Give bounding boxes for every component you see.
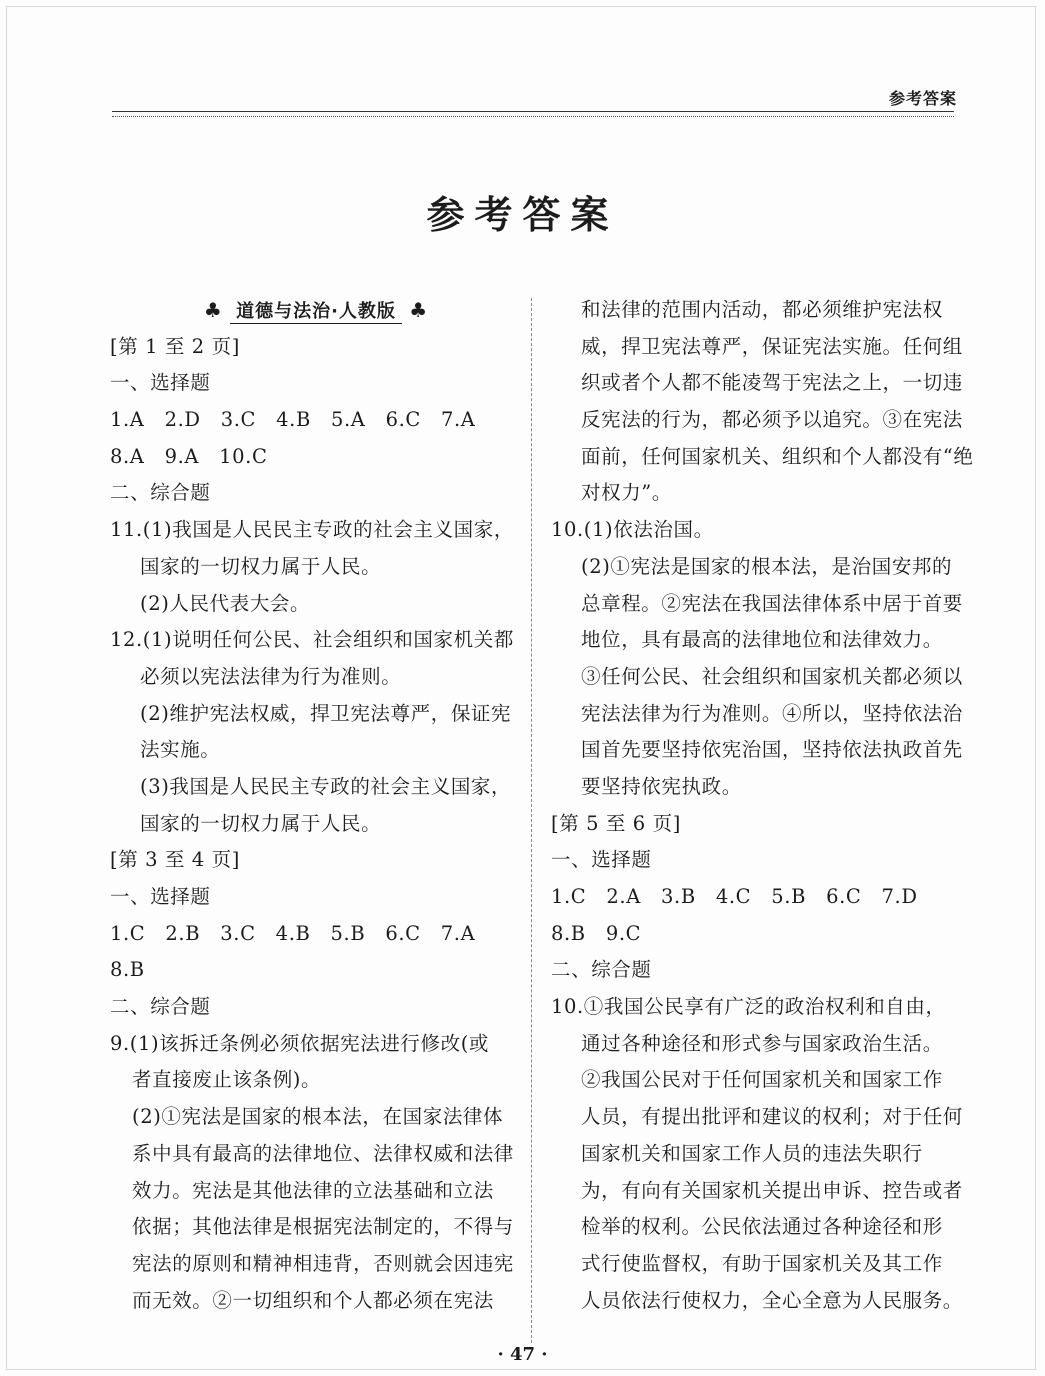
answer-line: 者直接废止该条例)。 [132, 1068, 322, 1092]
answer-line: 反宪法的行为，都必须予以追究。③在宪法 [581, 408, 963, 432]
answer-line: 对权力”。 [581, 481, 672, 505]
answer-line: (2)①宪法是国家的根本法，在国家法律体 [132, 1105, 504, 1129]
right-column-lines [551, 292, 974, 1319]
answer-line: 一、选择题 [551, 848, 652, 872]
header-dotted-rule [112, 116, 954, 117]
answer-line: (2)人民代表大会。 [140, 591, 311, 615]
left-column [110, 292, 522, 1319]
club-icon: ♣ [409, 298, 429, 322]
answer-line: 1.C 2.B 3.C 4.B 5.B 6.C 7.A [110, 921, 476, 945]
answer-line: 式行使监督权，有助于国家机关及其工作 [581, 1251, 943, 1275]
answer-line: [第 3 至 4 页] [110, 848, 240, 872]
answer-line: 8.A 9.A 10.C [110, 444, 268, 468]
answer-line: 二、综合题 [110, 481, 211, 505]
answer-line: 要坚持依宪执政。 [581, 774, 742, 798]
running-header: 参考答案 [888, 89, 957, 108]
subject-heading [110, 292, 522, 329]
answer-line: [第 1 至 2 页] [110, 334, 240, 358]
answer-line: 检举的权利。公民依法通过各种途径和形 [581, 1215, 943, 1239]
answer-line: 依据；其他法律是根据宪法制定的，不得与 [132, 1215, 514, 1239]
answer-line: 1.C 2.A 3.B 4.C 5.B 6.C 7.D [551, 885, 918, 908]
answer-line: [第 5 至 6 页] [551, 811, 681, 835]
answer-line: 国家的一切权力属于人民。 [140, 554, 382, 578]
answer-line: 二、综合题 [551, 958, 652, 982]
answer-line: 威，捍卫宪法尊严，保证宪法实施。任何组 [581, 334, 963, 358]
header-rule [112, 111, 954, 112]
answer-line: 一、选择题 [110, 371, 211, 395]
answer-line: (2)维护宪法权威，捍卫宪法尊严，保证宪 [140, 701, 512, 725]
answer-line: 10.①我国公民享有广泛的政治权利和自由， [551, 995, 946, 1019]
answer-line: 国家的一切权力属于人民。 [140, 811, 382, 835]
answer-line: 织或者个人都不能凌驾于宪法之上，一切违 [581, 371, 963, 395]
answer-line: ②我国公民对于任何国家机关和国家工作 [581, 1068, 943, 1092]
answer-line: 宪法法律为行为准则。④所以，坚持依法治 [581, 701, 963, 725]
answer-line: 和法律的范围内活动，都必须维护宪法权 [581, 298, 943, 321]
answer-line: 11.(1)我国是人民民主专政的社会主义国家， [110, 518, 514, 542]
answer-line: 法实施。 [140, 738, 221, 762]
club-icon: ♣ [203, 298, 223, 322]
page-number: · 47 · [497, 1344, 548, 1365]
right-column [551, 292, 974, 1319]
answer-line: 10.(1)依法治国。 [551, 518, 714, 542]
answer-line: 9.(1)该拆迁条例必须依据宪法进行修改(或 [110, 1031, 490, 1055]
answer-line: 一、选择题 [110, 885, 211, 908]
answer-line: 而无效。②一切组织和个人都必须在宪法 [132, 1288, 494, 1312]
answer-line: 人员，有提出批评和建议的权利；对于任何 [581, 1105, 963, 1129]
answer-line: 8.B 9.C [551, 921, 642, 945]
answer-line: (3)我国是人民民主专政的社会主义国家， [140, 774, 512, 798]
answer-line: 12.(1)说明任何公民、社会组织和国家机关都 [110, 628, 514, 652]
answer-line: 地位，具有最高的法律地位和法律效力。 [581, 628, 943, 652]
answer-line: 效力。宪法是其他法律的立法基础和立法 [132, 1178, 494, 1202]
page-title: 参考答案 [426, 193, 619, 237]
answer-line: 必须以宪法法律为行为准则。 [140, 664, 402, 688]
answer-line: 二、综合题 [110, 995, 211, 1019]
answer-line: 宪法的原则和精神相违背，否则就会因违宪 [132, 1251, 514, 1275]
left-column-lines [110, 329, 522, 1320]
answer-line: 1.A 2.D 3.C 4.B 5.A 6.C 7.A [110, 408, 476, 432]
answer-line: 面前，任何国家机关、组织和个人都没有“绝 [581, 444, 974, 468]
answer-line: 为，有向有关国家机关提出申诉、控告或者 [581, 1178, 963, 1202]
answer-line: 8.B [110, 958, 145, 982]
column-divider [531, 298, 532, 1343]
subject-heading-text: 道德与法治·人教版 [230, 301, 402, 324]
answer-line: 人员依法行使权力，全心全意为人民服务。 [581, 1288, 963, 1312]
answer-line: 系中具有最高的法律地位、法律权威和法律 [132, 1141, 514, 1165]
answer-line: 通过各种途径和形式参与国家政治生活。 [581, 1031, 943, 1055]
answer-line: 国首先要坚持依宪治国，坚持依法执政首先 [581, 738, 963, 762]
answer-line: ③任何公民、社会组织和国家机关都必须以 [581, 664, 963, 688]
answer-line: 总章程。②宪法在我国法律体系中居于首要 [581, 591, 963, 615]
answer-line: 国家机关和国家工作人员的违法失职行 [581, 1141, 923, 1165]
answer-line: (2)①宪法是国家的根本法，是治国安邦的 [581, 554, 953, 578]
